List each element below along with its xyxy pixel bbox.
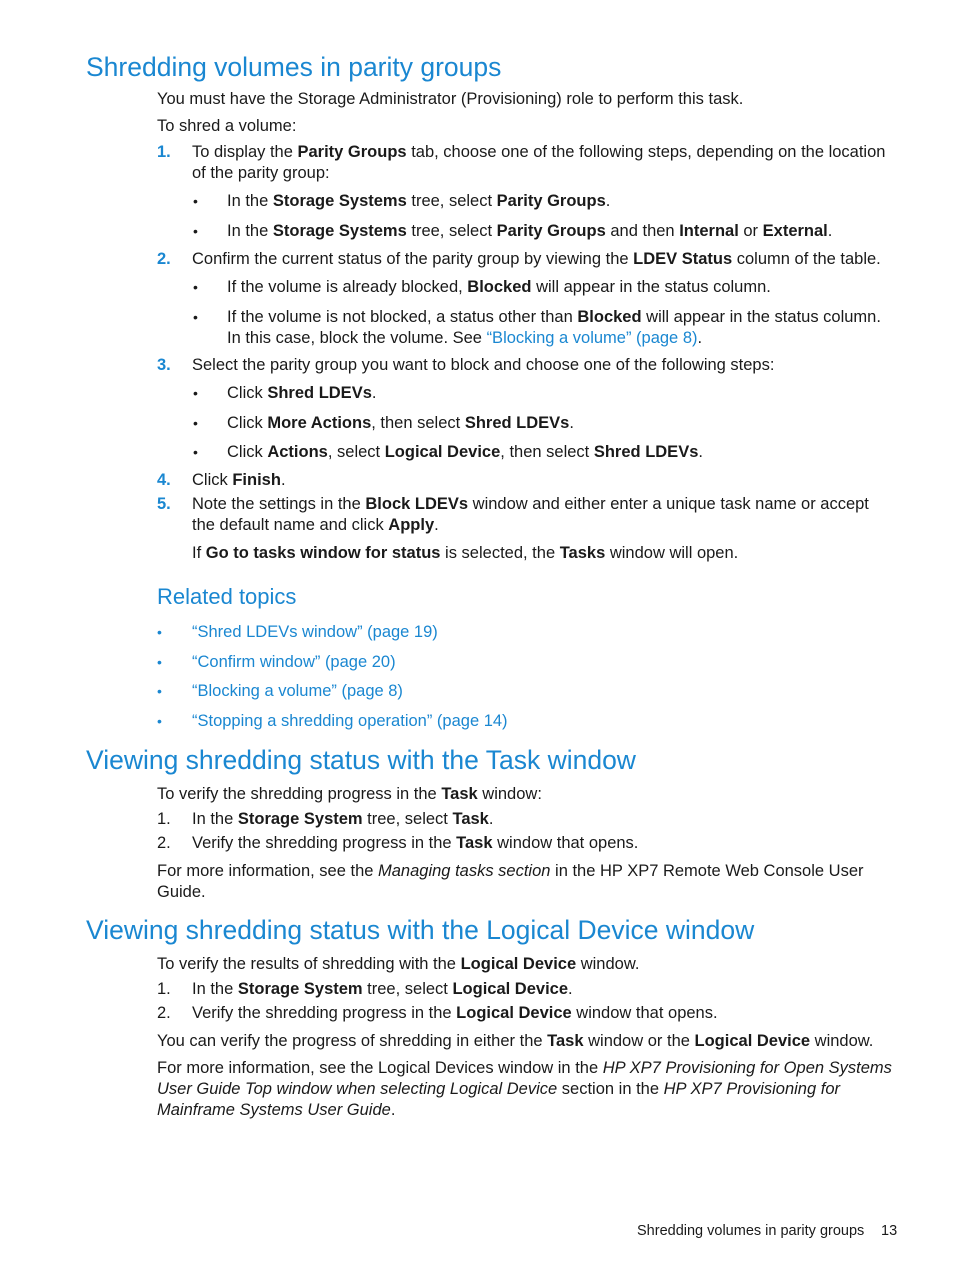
page-number: 13 bbox=[881, 1223, 898, 1239]
role-requirement-text: You must have the Storage Administrator (Provisioning) role to perform this task. bbox=[157, 90, 744, 108]
bullet-item-cont: In this case, block the volume. See “Blocking a volume” (page 8). bbox=[227, 329, 703, 347]
bullet-icon: • bbox=[157, 654, 162, 670]
step-number: 3. bbox=[157, 356, 171, 374]
bullet-icon: • bbox=[193, 444, 198, 460]
bullet-item: Click More Actions, then select Shred LDEVs. bbox=[227, 414, 574, 432]
bullet-icon: • bbox=[193, 193, 198, 209]
related-link-blocking-volume[interactable]: “Blocking a volume” (page 8) bbox=[192, 682, 403, 700]
bullet-item: If the volume is already blocked, Blocked will appear in the status column. bbox=[227, 278, 771, 296]
ld-more-info: For more information, see the Logical Devices window in the HP XP7 Provisioning for Open Systems bbox=[157, 1059, 892, 1077]
bullet-item: In the Storage Systems tree, select Parity Groups and then Internal or External. bbox=[227, 222, 833, 240]
bullet-icon: • bbox=[193, 279, 198, 295]
task-step-1: In the Storage System tree, select Task. bbox=[192, 810, 494, 828]
footer-section-title: Shredding volumes in parity groups bbox=[637, 1223, 865, 1239]
step-5-text-cont: the default name and click Apply. bbox=[192, 516, 439, 534]
blocking-volume-link[interactable]: “Blocking a volume” (page 8) bbox=[486, 329, 698, 347]
ld-step-2: Verify the shredding progress in the Logical Device window that opens. bbox=[192, 1004, 718, 1022]
step-3-text: Select the parity group you want to block and choose one of the following steps: bbox=[192, 356, 775, 374]
ld-step-1: In the Storage System tree, select Logical Device. bbox=[192, 980, 573, 998]
bullet-icon: • bbox=[193, 385, 198, 401]
bullet-item: In the Storage Systems tree, select Parity Groups. bbox=[227, 192, 611, 210]
step-number: 2. bbox=[157, 1004, 171, 1022]
related-topics-title: Related topics bbox=[157, 584, 297, 609]
task-step-2: Verify the shredding progress in the Task window that opens. bbox=[192, 834, 639, 852]
related-link-confirm-window[interactable]: “Confirm window” (page 20) bbox=[192, 653, 396, 671]
step-number: 1. bbox=[157, 980, 171, 998]
step-number: 1. bbox=[157, 143, 171, 161]
ld-intro-text: To verify the results of shredding with the Logical Device window. bbox=[157, 955, 640, 973]
ld-verify-text: You can verify the progress of shredding in either the Task window or the Logical Device window. bbox=[157, 1032, 874, 1050]
step-number: 5. bbox=[157, 495, 171, 513]
bullet-icon: • bbox=[193, 223, 198, 239]
step-1-text: To display the Parity Groups tab, choose one of the following steps, depending on the location bbox=[192, 143, 886, 161]
step-4-text: Click Finish. bbox=[192, 471, 286, 489]
bullet-icon: • bbox=[193, 415, 198, 431]
bullet-icon: • bbox=[157, 624, 162, 640]
bullet-item: Click Actions, select Logical Device, then select Shred LDEVs. bbox=[227, 443, 703, 461]
step-number: 2. bbox=[157, 250, 171, 268]
step-number: 4. bbox=[157, 471, 171, 489]
step-1-text-cont: of the parity group: bbox=[192, 164, 330, 182]
task-intro-text: To verify the shredding progress in the Task window: bbox=[157, 785, 542, 803]
bullet-item: Click Shred LDEVs. bbox=[227, 384, 377, 402]
related-link-shred-ldevs-window[interactable]: “Shred LDEVs window” (page 19) bbox=[192, 623, 438, 641]
ld-more-info-cont: User Guide Top window when selecting Logical Device section in the HP XP7 Provisioning for bbox=[157, 1080, 840, 1098]
bullet-icon: • bbox=[193, 309, 198, 325]
step-number: 2. bbox=[157, 834, 171, 852]
step-2-text: Confirm the current status of the parity group by viewing the LDEV Status column of the table. bbox=[192, 250, 881, 268]
step-5-text: Note the settings in the Block LDEVs window and either enter a unique task name or accept bbox=[192, 495, 869, 513]
bullet-item: If the volume is not blocked, a status other than Blocked will appear in the status column. bbox=[227, 308, 881, 326]
ld-more-info-cont: Mainframe Systems User Guide. bbox=[157, 1101, 396, 1119]
section-title-logical-device-window: Viewing shredding status with the Logical Device window bbox=[86, 915, 755, 945]
task-more-info-cont: Guide. bbox=[157, 883, 206, 901]
bullet-icon: • bbox=[157, 713, 162, 729]
step-5-note: If Go to tasks window for status is selected, the Tasks window will open. bbox=[192, 544, 739, 562]
task-more-info: For more information, see the Managing tasks section in the HP XP7 Remote Web Console User bbox=[157, 862, 864, 880]
procedure-intro-text: To shred a volume: bbox=[157, 117, 297, 135]
step-number: 1. bbox=[157, 810, 171, 828]
section-title-task-window: Viewing shredding status with the Task window bbox=[86, 745, 636, 775]
related-link-stopping-shredding[interactable]: “Stopping a shredding operation” (page 14) bbox=[192, 712, 508, 730]
section-title-shredding: Shredding volumes in parity groups bbox=[86, 52, 502, 82]
bullet-icon: • bbox=[157, 683, 162, 699]
